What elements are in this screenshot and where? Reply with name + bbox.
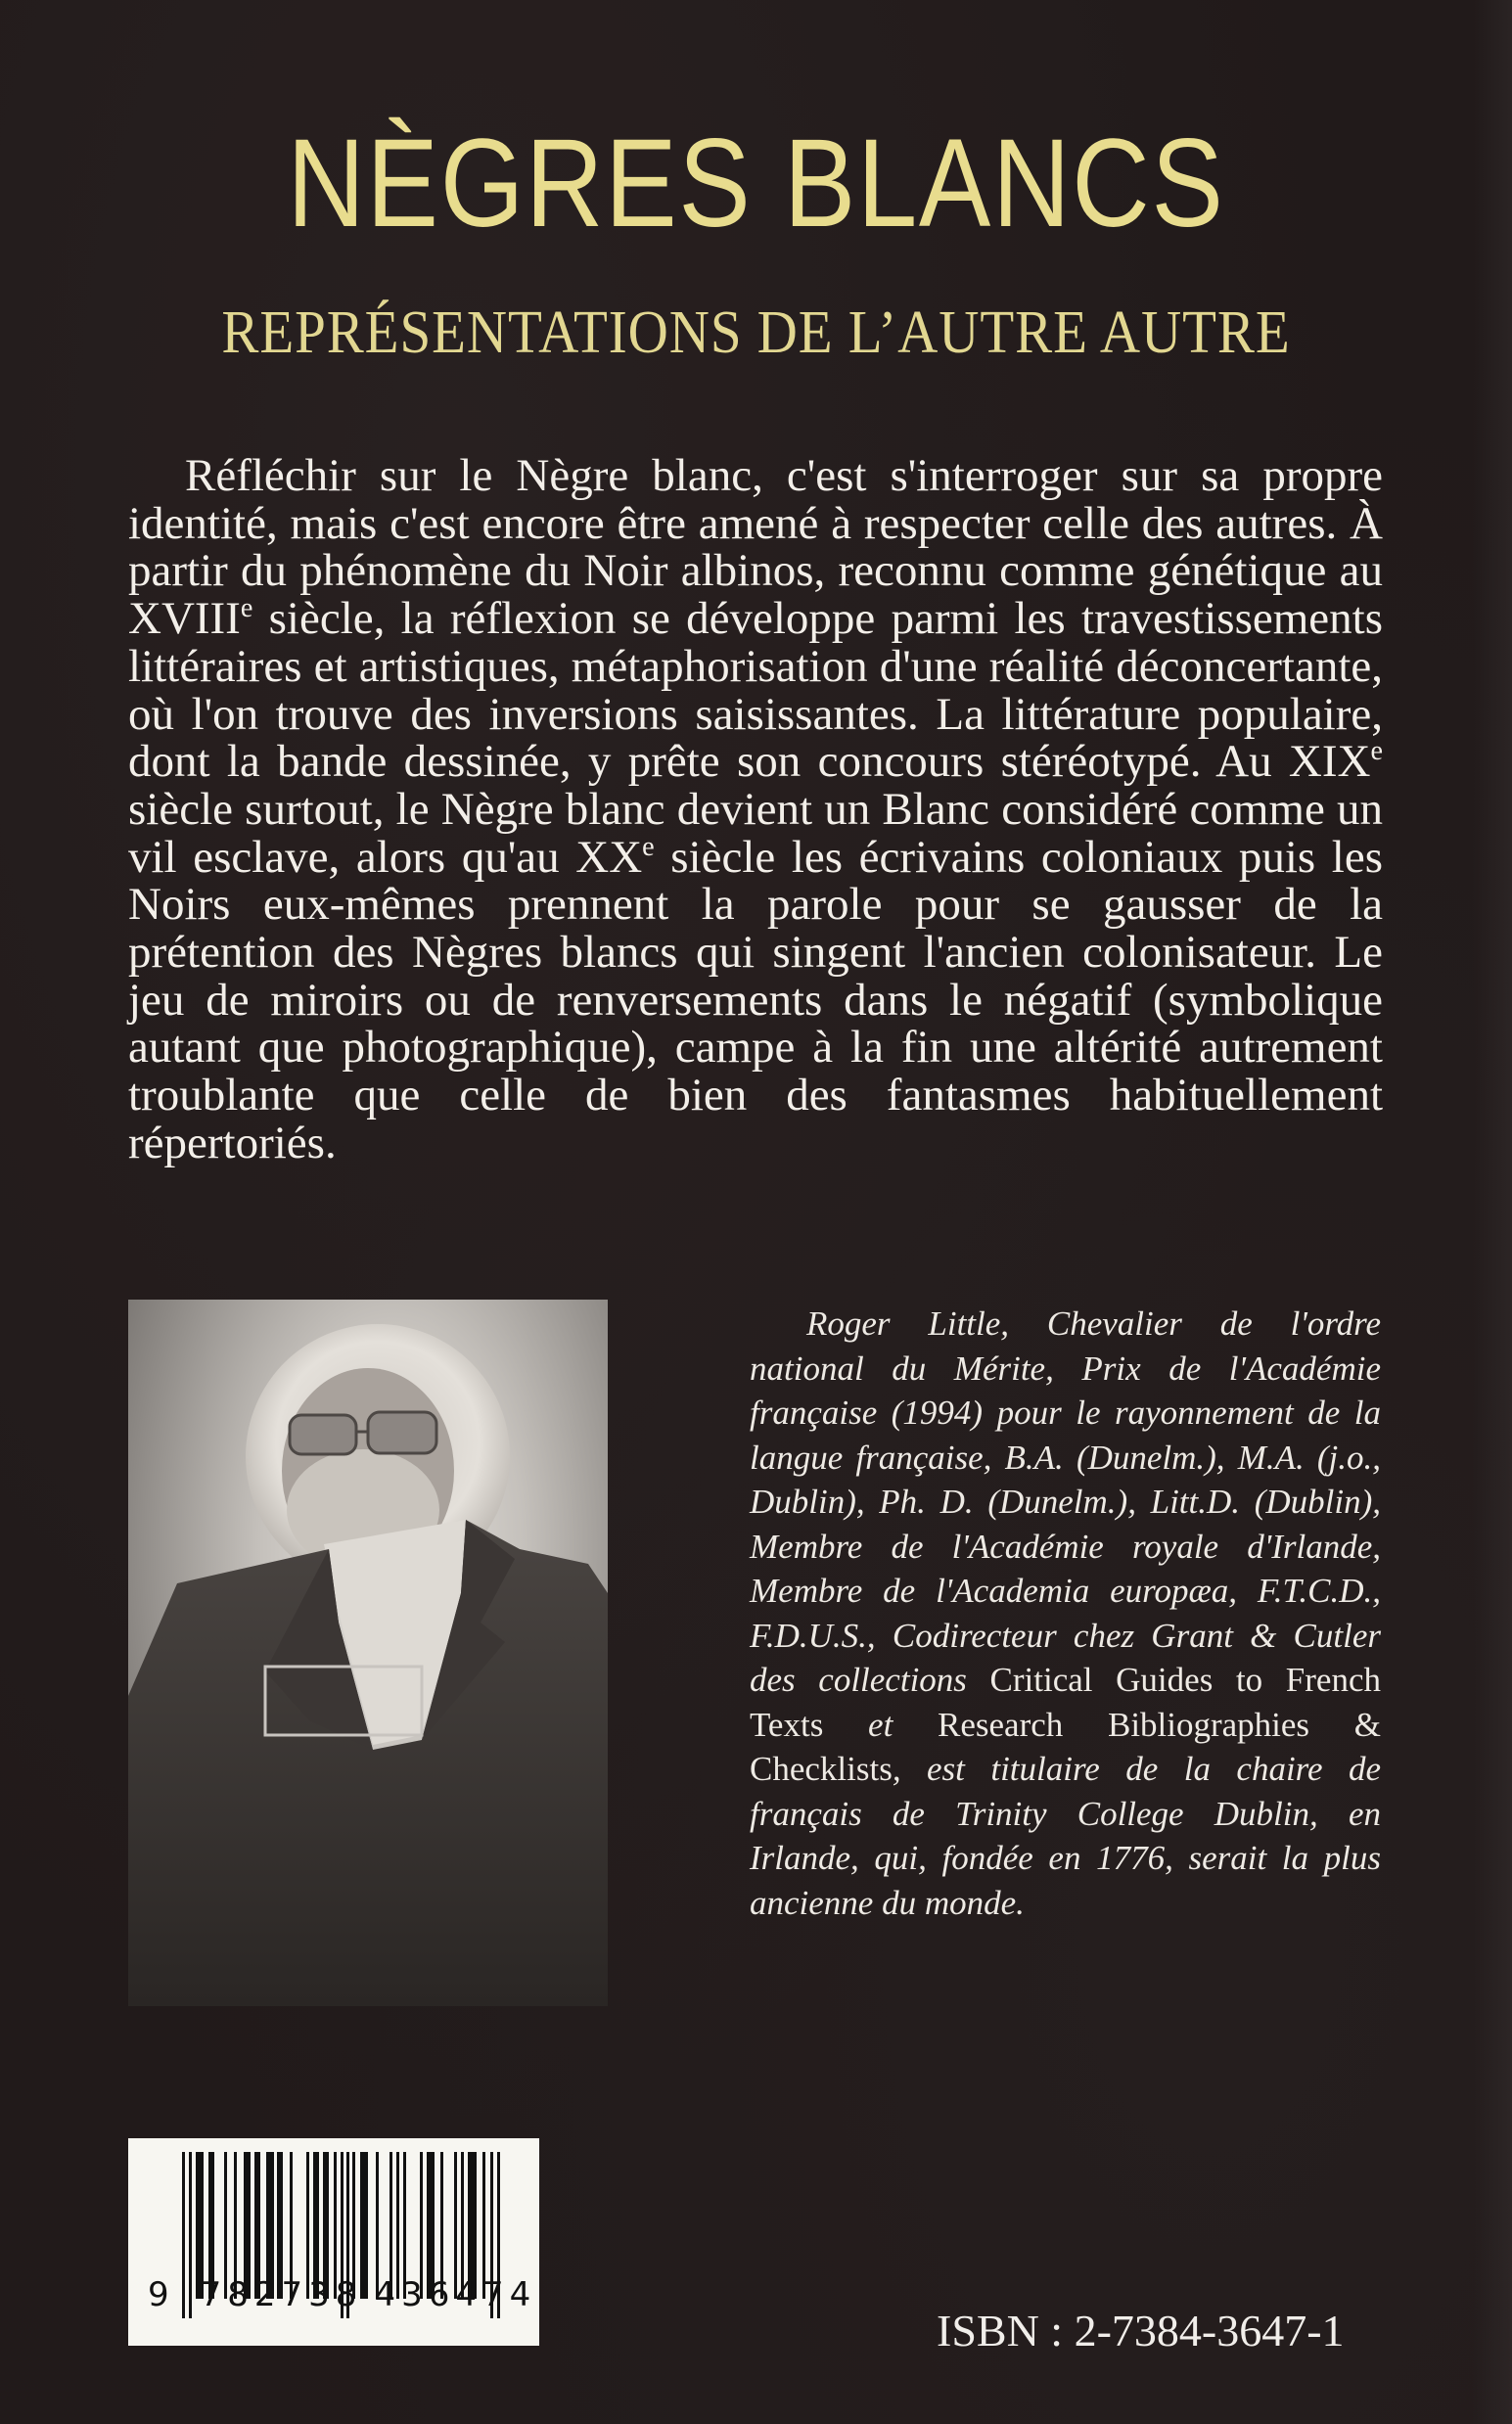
barcode [128, 2138, 539, 2346]
author-portrait-image [128, 1300, 608, 2006]
cover-edge-shading [1473, 0, 1512, 2424]
barcode-digits-left: 782738 [200, 2275, 363, 2314]
bio-text-italic: Roger Little, Chevalier de l'ordre national du Mérite, Prix de l'Académie française (1994) pour le rayonnement de la langue française, B.A. (Dunelm.), M.A. (j.o., Dublin), Ph. D. (Dunelm.), Litt.D. (Dublin), Membre de l'Académie royale d'Irlande, Membre de l'Academia europæa, F.T.C.D., F.D.U.S., Codirecteur chez Grant & Cutler des collections [750, 1304, 1381, 1699]
barcode-digits [148, 2275, 536, 2314]
barcode-digit-first: 9 [148, 2275, 175, 2314]
blurb-text: siècle, la réflexion se développe parmi les travestissements littéraires et artistiques, métaphorisation d'une réalité déconcertante, où l'on trouve des inversions saisissantes. La littérature populaire, dont la bande dessinée, y prête son concours stéréotypé. Au XIX [128, 593, 1383, 788]
superscript: e [1370, 736, 1383, 767]
blurb-text: Réfléchir sur le Nègre blanc, c'est s'interroger sur sa propre identité, mais c'est encore être amené à respecter celle des autres. À partir du phénomène du Noir albinos, reconnu comme génétique au XVIII [128, 450, 1383, 645]
bio-paragraph [750, 1302, 1381, 1925]
isbn-label: ISBN : 2-7384-3647-1 [937, 2306, 1345, 2355]
back-cover-blurb [128, 452, 1383, 1167]
superscript: e [240, 593, 253, 624]
author-photo [128, 1300, 608, 2006]
book-subtitle: REPRÉSENTATIONS DE L’AUTRE AUTRE [221, 299, 1291, 366]
blurb-text: siècle surtout, le Nègre blanc devient un Blanc considéré comme un vil esclave, alors qu'au XX [128, 783, 1383, 883]
bio-text-roman: Research Bibliographies & Checklists [750, 1705, 1381, 1788]
bio-text-italic: , est titulaire de la chaire de français de Trinity College Dublin, en Irlande, qui, fondée en 1776, serait la plus ancienne du monde. [750, 1750, 1381, 1922]
blurb-paragraph [128, 452, 1383, 1167]
bio-text-italic: et [868, 1705, 893, 1744]
blurb-text: siècle les écrivains coloniaux puis les Noirs eux-mêmes prennent la parole pour se gausser de la prétention des Nègres blancs qui singent l'ancien colonisateur. Le jeu de miroirs ou de renversements dans le négatif (symbolique autant que photographique), campe à la fin une altérité autrement troublante que celle de bien des fantasmes habituellement répertoriés. [128, 831, 1383, 1168]
bio-text-roman: Critical Guides to French Texts [750, 1661, 1381, 1744]
book-title: NÈGRES BLANCS [287, 114, 1225, 253]
author-bio [750, 1302, 1381, 1925]
superscript: e [642, 831, 655, 862]
barcode-digits-right: 436474 [374, 2275, 537, 2314]
